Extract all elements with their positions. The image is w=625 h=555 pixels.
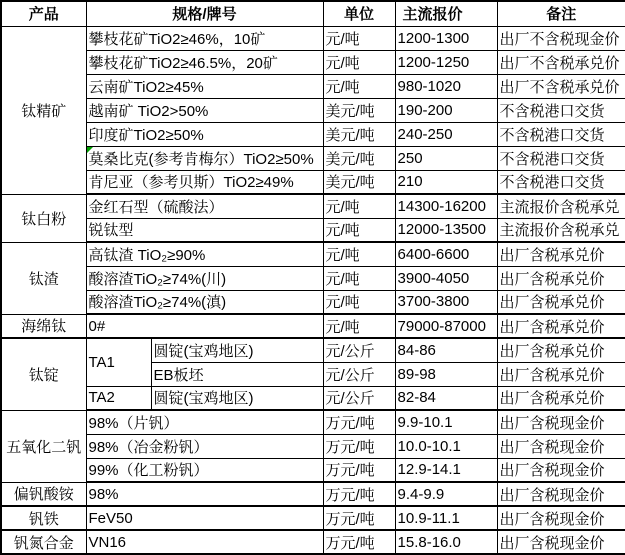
spec-cell: 金红石型（硫酸法）	[86, 194, 323, 218]
price-cell: 250	[395, 146, 497, 170]
unit-cell: 元/公斤	[323, 338, 395, 362]
note-cell: 出厂含税承兑价	[497, 386, 625, 410]
spec-cell: 98%	[86, 482, 323, 506]
note-cell: 出厂含税现金价	[497, 434, 625, 458]
table-row	[1, 146, 625, 170]
spec-cell: 98%（片钒）	[86, 410, 323, 434]
price-cell: 1200-1250	[395, 50, 497, 74]
note-cell: 不含税港口交货	[497, 146, 625, 170]
spec-cell: 酸溶渣TiO₂≥74%(滇)	[86, 290, 323, 314]
unit-cell: 美元/吨	[323, 146, 395, 170]
note-cell: 出厂不含税现金价	[497, 26, 625, 50]
price-cell: 84-86	[395, 338, 497, 362]
product-cell: 钛白粉	[1, 194, 86, 242]
table-row	[1, 98, 625, 122]
spec-cell: VN16	[86, 530, 323, 554]
unit-cell: 元/吨	[323, 314, 395, 338]
price-cell: 9.9-10.1	[395, 410, 497, 434]
note-cell: 不含税港口交货	[497, 122, 625, 146]
spec-text: 莫桑比克(参考肯梅尔）TiO2≥50%	[88, 150, 314, 168]
unit-cell: 万元/吨	[323, 434, 395, 458]
unit-cell: 元/公斤	[323, 386, 395, 410]
note-cell: 不含税港口交货	[497, 170, 625, 194]
price-cell: 82-84	[395, 386, 497, 410]
table-row	[1, 434, 625, 458]
table-row	[1, 530, 625, 554]
table-row	[1, 194, 625, 218]
unit-cell: 万元/吨	[323, 482, 395, 506]
price-cell: 3900-4050	[395, 266, 497, 290]
table-row	[1, 290, 625, 314]
note-cell: 出厂含税现金价	[497, 506, 625, 530]
price-cell: 10.0-10.1	[395, 434, 497, 458]
price-cell: 980-1020	[395, 74, 497, 98]
comment-indicator-icon	[87, 147, 93, 153]
unit-cell: 万元/吨	[323, 506, 395, 530]
spec-cell: EB板坯	[151, 362, 323, 386]
note-cell: 出厂含税承兑价	[497, 290, 625, 314]
note-cell: 出厂含税现金价	[497, 482, 625, 506]
unit-cell: 万元/吨	[323, 530, 395, 554]
table-row	[1, 122, 625, 146]
unit-cell: 美元/吨	[323, 170, 395, 194]
unit-cell: 元/吨	[323, 50, 395, 74]
table-row	[1, 482, 625, 506]
spec-cell: 圆锭(宝鸡地区)	[151, 386, 323, 410]
spec-cell: 99%（化工粉钒）	[86, 458, 323, 482]
unit-cell: 元/吨	[323, 74, 395, 98]
table-row	[1, 74, 625, 98]
grade-cell: TA2	[86, 386, 151, 410]
header-spec: 规格/牌号	[86, 1, 323, 26]
table-row	[1, 410, 625, 434]
price-cell: 12000-13500	[395, 218, 497, 242]
header-unit: 单位	[323, 1, 395, 26]
price-cell: 210	[395, 170, 497, 194]
product-cell: 钒氮合金	[1, 530, 86, 554]
price-cell: 1200-1300	[395, 26, 497, 50]
spec-cell: 高钛渣 TiO₂≥90%	[86, 242, 323, 266]
spec-cell: 0#	[86, 314, 323, 338]
table-row	[1, 50, 625, 74]
product-cell: 钛精矿	[1, 26, 86, 194]
note-cell: 不含税港口交货	[497, 98, 625, 122]
unit-cell: 元/吨	[323, 194, 395, 218]
spec-cell: FeV50	[86, 506, 323, 530]
unit-cell: 元/吨	[323, 218, 395, 242]
table-row	[1, 242, 625, 266]
table-row	[1, 26, 625, 50]
unit-cell: 元/公斤	[323, 362, 395, 386]
price-cell: 240-250	[395, 122, 497, 146]
price-cell: 15.8-16.0	[395, 530, 497, 554]
header-row	[1, 1, 625, 26]
spec-cell: 越南矿 TiO2>50%	[86, 98, 323, 122]
note-cell: 出厂含税现金价	[497, 458, 625, 482]
note-cell: 出厂含税承兑价	[497, 338, 625, 362]
table-row	[1, 506, 625, 530]
unit-cell: 万元/吨	[323, 410, 395, 434]
note-cell: 出厂含税现金价	[497, 410, 625, 434]
grade-cell: TA1	[86, 338, 151, 386]
note-cell: 出厂含税承兑价	[497, 266, 625, 290]
unit-cell: 元/吨	[323, 26, 395, 50]
note-cell: 出厂含税承兑价	[497, 314, 625, 338]
price-cell: 89-98	[395, 362, 497, 386]
note-cell: 出厂不含税承兑价	[497, 74, 625, 98]
spec-cell	[86, 146, 323, 170]
spec-cell: 酸溶渣TiO₂≥74%(川)	[86, 266, 323, 290]
table-row	[1, 338, 625, 362]
price-cell: 190-200	[395, 98, 497, 122]
table-row	[1, 458, 625, 482]
header-product: 产品	[1, 1, 86, 26]
table-row	[1, 314, 625, 338]
spec-cell: 云南矿TiO2≥45%	[86, 74, 323, 98]
header-price: 主流报价	[395, 1, 497, 26]
product-cell: 五氧化二钒	[1, 410, 86, 482]
unit-cell: 万元/吨	[323, 458, 395, 482]
unit-cell: 美元/吨	[323, 122, 395, 146]
spec-cell: 圆锭(宝鸡地区)	[151, 338, 323, 362]
price-cell: 14300-16200	[395, 194, 497, 218]
product-cell: 钛锭	[1, 338, 86, 410]
unit-cell: 元/吨	[323, 266, 395, 290]
spec-cell: 印度矿TiO2≥50%	[86, 122, 323, 146]
header-note: 备注	[497, 1, 625, 26]
price-cell: 9.4-9.9	[395, 482, 497, 506]
unit-cell: 元/吨	[323, 290, 395, 314]
note-cell: 出厂含税现金价	[497, 530, 625, 554]
unit-cell: 元/吨	[323, 242, 395, 266]
note-cell: 主流报价含税承兑	[497, 194, 625, 218]
price-cell: 10.9-11.1	[395, 506, 497, 530]
product-cell: 海绵钛	[1, 314, 86, 338]
price-cell: 6400-6600	[395, 242, 497, 266]
note-cell: 主流报价含税承兑	[497, 218, 625, 242]
table-row	[1, 386, 625, 410]
price-cell: 3700-3800	[395, 290, 497, 314]
table-row	[1, 266, 625, 290]
note-cell: 出厂含税承兑价	[497, 362, 625, 386]
note-cell: 出厂含税承兑价	[497, 242, 625, 266]
note-cell: 出厂不含税承兑价	[497, 50, 625, 74]
table-row	[1, 170, 625, 194]
spec-cell: 98%（冶金粉钒）	[86, 434, 323, 458]
spec-cell: 肯尼亚（参考贝斯）TiO2≥49%	[86, 170, 323, 194]
table-row	[1, 218, 625, 242]
product-cell: 钒铁	[1, 506, 86, 530]
product-cell: 偏钒酸铵	[1, 482, 86, 506]
spec-cell: 攀枝花矿TiO2≥46%，10矿	[86, 26, 323, 50]
spec-cell: 攀枝花矿TiO2≥46.5%，20矿	[86, 50, 323, 74]
unit-cell: 美元/吨	[323, 98, 395, 122]
product-cell: 钛渣	[1, 242, 86, 314]
spec-cell: 锐钛型	[86, 218, 323, 242]
price-cell: 12.9-14.1	[395, 458, 497, 482]
price-cell: 79000-87000	[395, 314, 497, 338]
